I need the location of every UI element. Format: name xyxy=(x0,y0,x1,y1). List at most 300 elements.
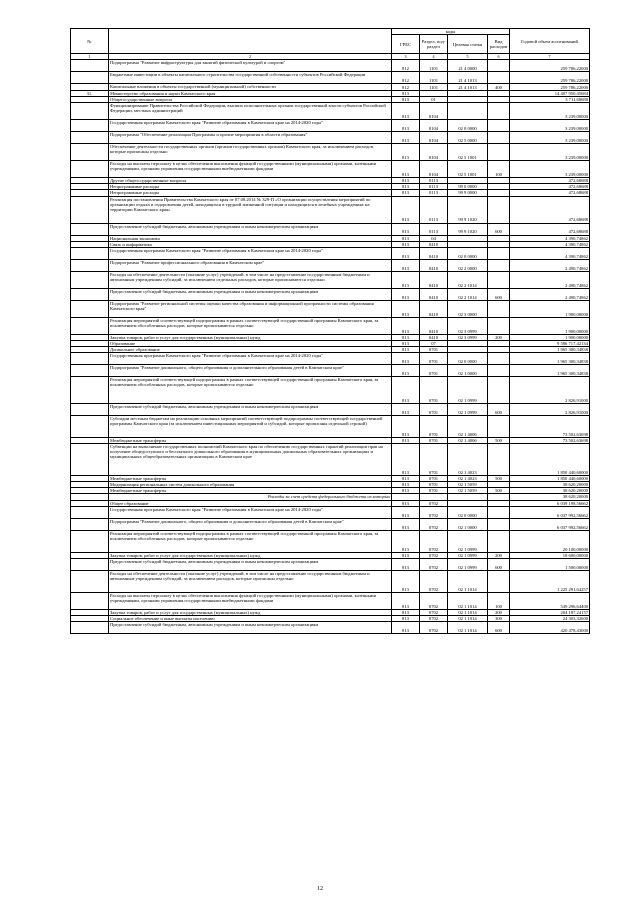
row-type: 600 xyxy=(488,558,510,570)
row-target: 02 5 0000 xyxy=(448,132,488,144)
row-target: 02 1 0999 xyxy=(448,552,488,558)
table-row xyxy=(71,300,590,317)
row-section: 0701 xyxy=(420,346,448,352)
row-number xyxy=(71,271,109,288)
row-type: 200 xyxy=(488,552,510,558)
row-grbs: 813 xyxy=(392,500,420,506)
row-target: 02 1 5059 xyxy=(448,482,488,488)
row-target: 21 4 1013 xyxy=(448,72,488,84)
row-amount: 2 826,91000 xyxy=(510,377,590,404)
table-row xyxy=(71,144,590,161)
row-grbs: 813 xyxy=(392,438,420,444)
row-name: Подпрограмма "Развитие дошкольного, общего образования и дополнительного образования детей в Камчатском крае" xyxy=(109,518,392,530)
row-amount: 38 620,20000 xyxy=(510,488,590,494)
row-amount: 204 187,24157 xyxy=(510,609,590,615)
table-row xyxy=(71,161,590,178)
row-name: Межбюджетные трансферты xyxy=(109,488,392,494)
row-section: 0701 xyxy=(420,438,448,444)
row-name: Непрограммные расходы xyxy=(109,184,392,190)
row-amount: 4 390,74862 xyxy=(510,235,590,241)
row-section: 0702 xyxy=(420,506,448,518)
row-type xyxy=(488,144,510,161)
row-number xyxy=(71,120,109,132)
row-grbs: 813 xyxy=(392,609,420,615)
row-name: Закупка товаров, работ и услуг для государственных (муниципальных) нужд xyxy=(109,552,392,558)
row-name: Расходы на обеспечение деятельности (оказание услуг) учреждений, в том числе на предоставление государственным бюджетным и автономным учреждениям субсидий, за исключением расходов, которые прописаны отдельно xyxy=(109,570,392,592)
table-row xyxy=(71,621,590,633)
table-row xyxy=(71,377,590,404)
budget-page xyxy=(70,28,589,634)
row-grbs: 813 xyxy=(392,300,420,317)
row-type: 600 xyxy=(488,288,510,300)
row-grbs: 813 xyxy=(392,178,420,184)
row-amount: 1 900,00000 xyxy=(510,317,590,334)
row-name: Непрограммные расходы xyxy=(109,190,392,196)
row-grbs: 813 xyxy=(392,570,420,592)
row-section: 0701 xyxy=(420,365,448,377)
row-amount: 472,68688 xyxy=(510,223,590,235)
row-section: 0113 xyxy=(420,178,448,184)
row-type: 200 xyxy=(488,609,510,615)
row-target: 02 1 1014 xyxy=(448,609,488,615)
row-type: 100 xyxy=(488,161,510,178)
row-amount: 4 390,74862 xyxy=(510,241,590,247)
row-number xyxy=(71,144,109,161)
row-number xyxy=(71,353,109,365)
row-amount: 73 502,63698 xyxy=(510,438,590,444)
row-section: 0104 xyxy=(420,144,448,161)
row-number xyxy=(71,161,109,178)
table-row xyxy=(71,518,590,530)
row-section: 0702 xyxy=(420,570,448,592)
table-row xyxy=(71,72,590,84)
row-section: 0701 xyxy=(420,404,448,416)
row-grbs: 813 xyxy=(392,196,420,223)
row-target: 02 1 4023 xyxy=(448,444,488,476)
row-amount: 6 037 992,56662 xyxy=(510,506,590,518)
row-name: Дошкольное образование xyxy=(109,346,392,352)
row-number xyxy=(71,247,109,259)
row-name: Предоставление субсидий бюджетным, автономным учреждениям и иным некоммерческим организациям xyxy=(109,288,392,300)
row-target: 21 4 1013 xyxy=(448,84,488,91)
row-amount: 14 407 950,45684 xyxy=(510,91,590,97)
row-target: 02 0 0000 xyxy=(448,506,488,518)
col-name-header xyxy=(109,29,392,54)
row-name: Функционирование Правительства Российской Федерации, высших исполнительных органов государственной власти субъектов Российской Федерации, местных администраций xyxy=(109,103,392,120)
row-grbs: 813 xyxy=(392,223,420,235)
table-row xyxy=(71,288,590,300)
row-number xyxy=(71,132,109,144)
table-row xyxy=(71,271,590,288)
table-row xyxy=(71,223,590,235)
row-target: 02 2 1014 xyxy=(448,271,488,288)
row-number xyxy=(71,365,109,377)
row-section: 0702 xyxy=(420,609,448,615)
row-type xyxy=(488,530,510,552)
row-number: 31. xyxy=(71,91,109,97)
table-row xyxy=(71,365,590,377)
table-row xyxy=(71,444,590,476)
table-row xyxy=(71,570,590,592)
row-name: Государственная программа Камчатского края "Развитие образования в Камчатском крае на 2014-2020 годы" xyxy=(109,120,392,132)
row-section: 07 xyxy=(420,340,448,346)
row-type xyxy=(488,506,510,518)
row-name: Государственная программа Камчатского края "Развитие образования в Камчатском крае на 2014-2020 годы" xyxy=(109,353,392,365)
row-grbs: 813 xyxy=(392,404,420,416)
row-name: Обеспечение деятельности государственных органов (органов государственных органов) Камчатского края, за исключением расходов, которые прописаны отдельно xyxy=(109,144,392,161)
row-name: Подпрограмма "Развитие региональной системы оценки качества образования и информационной прозрачности системы образования Камчатского края" xyxy=(109,300,392,317)
row-grbs: 813 xyxy=(392,353,420,365)
row-section: 0410 xyxy=(420,334,448,340)
table-row xyxy=(71,103,590,120)
row-section: 0701 xyxy=(420,353,448,365)
row-type: 500 xyxy=(488,438,510,444)
row-name: Предоставление субсидий бюджетным, автономным учреждениям и иным некоммерческим организациям xyxy=(109,558,392,570)
row-amount: 9 586 717,42134 xyxy=(510,340,590,346)
budget-rows xyxy=(71,60,590,634)
row-amount: 1 965 300,34838 xyxy=(510,346,590,352)
row-name: Субсидии местным бюджетам на реализацию основных мероприятий соответствующей подпрограммы соответствующей государственной программы Камчатского края (за исключением инвестиционных мероприятий и субсидий, которые прописаны отдельной строкой) xyxy=(109,416,392,438)
table-row xyxy=(71,353,590,365)
row-target: 02 1 0999 xyxy=(448,404,488,416)
row-type xyxy=(488,353,510,365)
row-grbs: 813 xyxy=(392,518,420,530)
row-grbs: 813 xyxy=(392,161,420,178)
row-type xyxy=(488,518,510,530)
row-type: 400 xyxy=(488,84,510,91)
row-target: 02 2 1014 xyxy=(448,288,488,300)
table-row xyxy=(71,530,590,552)
row-section: 0410 xyxy=(420,241,448,247)
row-section: 0113 xyxy=(420,190,448,196)
row-amount: 3 239,00000 xyxy=(510,120,590,132)
column-number: 3 xyxy=(392,54,420,60)
row-section: 0410 xyxy=(420,288,448,300)
row-name: Предоставление субсидий бюджетным, автономным учреждениям и иным некоммерческим организациям xyxy=(109,621,392,633)
row-number xyxy=(71,570,109,592)
row-section: 0702 xyxy=(420,558,448,570)
row-amount: 2 490,74862 xyxy=(510,271,590,288)
row-target: 02 3 0999 xyxy=(448,334,488,340)
row-target: 02 1 4006 xyxy=(448,416,488,438)
row-grbs: 813 xyxy=(392,334,420,340)
column-number: 5 xyxy=(448,54,488,60)
row-target: 02 5 1001 xyxy=(448,161,488,178)
row-type xyxy=(488,271,510,288)
row-name: Подпрограмма "Обеспечение реализации Программы и прочие мероприятия в области образования" xyxy=(109,132,392,144)
row-grbs: 813 xyxy=(392,558,420,570)
row-amount: 38 620,20000 xyxy=(510,482,590,488)
col-num-header: № xyxy=(71,29,109,54)
row-grbs: 813 xyxy=(392,592,420,609)
column-number: 7 xyxy=(510,54,590,60)
row-grbs: 812 xyxy=(392,72,420,84)
row-target: 02 1 0000 xyxy=(448,365,488,377)
row-target: 02 3 0000 xyxy=(448,300,488,317)
row-amount: 259 786,22000 xyxy=(510,60,590,72)
row-amount: 1 900,00000 xyxy=(510,300,590,317)
row-number xyxy=(71,259,109,271)
row-grbs: 812 xyxy=(392,60,420,72)
row-target: 02 1 4023 xyxy=(448,476,488,482)
row-section: 01 xyxy=(420,97,448,103)
row-amount: 420 478,43000 xyxy=(510,621,590,633)
row-grbs: 813 xyxy=(392,488,420,494)
row-section: 0702 xyxy=(420,552,448,558)
row-section: 0702 xyxy=(420,500,448,506)
row-grbs: 813 xyxy=(392,271,420,288)
row-section: 1101 xyxy=(420,60,448,72)
row-target: 02 1 0000 xyxy=(448,518,488,530)
row-target: 02 1 4006 xyxy=(448,438,488,444)
row-number xyxy=(71,416,109,438)
row-target: 02 5 1001 xyxy=(448,144,488,161)
col-grbs-header: ГРБС xyxy=(392,35,420,54)
row-section: 0701 xyxy=(420,476,448,482)
row-target: 02 1 1014 xyxy=(448,570,488,592)
row-section: 0113 xyxy=(420,184,448,190)
row-section: 0104 xyxy=(420,161,448,178)
row-number xyxy=(71,60,109,72)
row-target: 99 0 0000 xyxy=(448,184,488,190)
row-number xyxy=(71,196,109,223)
row-name: Предоставление субсидий бюджетным, автономным учреждениям и иным некоммерческим организациям xyxy=(109,223,392,235)
table-row xyxy=(71,196,590,223)
row-section: 0113 xyxy=(420,196,448,223)
row-section: 0410 xyxy=(420,300,448,317)
row-name: Реализация мероприятий соответствующей подпрограммы в рамках соответствующей государственной программы Камчатского края, за исключением обособленных расходов, которые прописываются отдельно xyxy=(109,377,392,404)
row-section: 0410 xyxy=(420,259,448,271)
row-type: 500 xyxy=(488,476,510,482)
row-grbs: 812 xyxy=(392,84,420,91)
row-grbs: 813 xyxy=(392,235,420,241)
table-row xyxy=(71,592,590,609)
row-number xyxy=(71,84,109,91)
row-section: 0702 xyxy=(420,530,448,552)
row-type xyxy=(488,570,510,592)
row-grbs: 813 xyxy=(392,444,420,476)
row-section: 04 xyxy=(420,235,448,241)
row-number xyxy=(71,223,109,235)
row-name: Закупка товаров, работ и услуг для государственных (муниципальных) нужд xyxy=(109,334,392,340)
row-type xyxy=(488,377,510,404)
row-grbs: 813 xyxy=(392,377,420,404)
col-amount-header: Годовой объем ассигнований xyxy=(510,29,590,54)
row-type: 100 xyxy=(488,592,510,609)
row-amount: 3 239,00000 xyxy=(510,103,590,120)
row-target: 02 1 0999 xyxy=(448,377,488,404)
row-number xyxy=(71,592,109,609)
column-number: 6 xyxy=(488,54,510,60)
table-row xyxy=(71,247,590,259)
row-number xyxy=(71,377,109,404)
row-amount: 549 296,64400 xyxy=(510,592,590,609)
row-name: Расходы на обеспечение деятельности (оказание услуг) учреждений, в том числе на предоставление государственным бюджетным и автономным учреждениям субсидий, за исключением отдельных расходов, которые прописываются отдельно xyxy=(109,271,392,288)
table-row xyxy=(71,84,590,91)
row-section: 0104 xyxy=(420,120,448,132)
row-section: 0701 xyxy=(420,482,448,488)
row-amount: 24 303,32600 xyxy=(510,615,590,621)
row-number xyxy=(71,530,109,552)
row-grbs: 813 xyxy=(392,120,420,132)
row-section: 0104 xyxy=(420,103,448,120)
row-amount: 472,68688 xyxy=(510,196,590,223)
row-section: 0702 xyxy=(420,592,448,609)
page-number: 12 xyxy=(317,886,323,892)
table-row xyxy=(71,317,590,334)
row-grbs: 813 xyxy=(392,288,420,300)
row-type: 500 xyxy=(488,488,510,494)
row-name: Образование xyxy=(109,340,392,346)
row-grbs: 813 xyxy=(392,91,420,97)
row-amount: 1 850 440,60000 xyxy=(510,444,590,476)
row-grbs: 813 xyxy=(392,416,420,438)
row-amount: 472,68688 xyxy=(510,190,590,196)
row-name: Государственная программа Камчатского края "Развитие образования в Камчатском крае на 2014-2020 годы" xyxy=(109,247,392,259)
row-type: 300 xyxy=(488,615,510,621)
row-amount: 259 786,22000 xyxy=(510,72,590,84)
row-grbs: 813 xyxy=(392,184,420,190)
row-amount: 1 965 300,34838 xyxy=(510,353,590,365)
row-name: Закупка товаров, работ и услуг для государственных (муниципальных) нужд xyxy=(109,609,392,615)
row-amount: 1 225 291,64257 xyxy=(510,570,590,592)
row-target xyxy=(448,103,488,120)
row-name: Капитальные вложения в объекты государственной (муниципальной) собственности xyxy=(109,84,392,91)
table-row xyxy=(71,120,590,132)
row-amount: 38 620,20000 xyxy=(510,494,590,500)
row-amount: 1 965 300,34838 xyxy=(510,365,590,377)
row-name: Министерство образования и науки Камчатского края xyxy=(109,91,392,97)
row-section: 0410 xyxy=(420,247,448,259)
row-grbs: 813 xyxy=(392,621,420,633)
row-name: Социальное обеспечение и иные выплаты населению xyxy=(109,615,392,621)
row-grbs: 813 xyxy=(392,247,420,259)
row-type: 600 xyxy=(488,404,510,416)
row-grbs: 813 xyxy=(392,506,420,518)
row-target: 02 1 0999 xyxy=(448,530,488,552)
row-target: 02 2 0000 xyxy=(448,259,488,271)
row-grbs: 813 xyxy=(392,241,420,247)
row-name: Предоставление субсидий бюджетным, автономным учреждениям и иным некоммерческим организациям xyxy=(109,404,392,416)
row-number xyxy=(71,72,109,84)
row-type xyxy=(488,103,510,120)
row-name: Расходы на выплаты персоналу в целях обеспечения выполнения функций государственными (муниципальными) органами, казенными учреждениями, органами управления государственными внебюджетными фондами xyxy=(109,592,392,609)
row-amount: 18 600,00000 xyxy=(510,552,590,558)
row-amount: 3 239,00000 xyxy=(510,161,590,178)
row-section: 0410 xyxy=(420,271,448,288)
row-grbs: 813 xyxy=(392,552,420,558)
row-type xyxy=(488,72,510,84)
row-amount: 20 100,00000 xyxy=(510,530,590,552)
column-number: 4 xyxy=(420,54,448,60)
row-name: Межбюджетные трансферты xyxy=(109,476,392,482)
row-amount: 1 500,00000 xyxy=(510,558,590,570)
row-number xyxy=(71,506,109,518)
row-name: Национальная экономика xyxy=(109,235,392,241)
row-section: 0701 xyxy=(420,444,448,476)
row-amount: 259 786,22000 xyxy=(510,84,590,91)
row-amount: 2 490,74862 xyxy=(510,288,590,300)
row-target: 99 9 1020 xyxy=(448,196,488,223)
row-target: 02 1 5059 xyxy=(448,488,488,494)
row-type xyxy=(488,120,510,132)
row-name: Другие общегосударственные вопросы xyxy=(109,178,392,184)
table-row xyxy=(71,506,590,518)
row-type xyxy=(488,259,510,271)
column-number: 1 xyxy=(71,54,109,60)
row-grbs: 813 xyxy=(392,482,420,488)
col-type-header: Вид расходов xyxy=(488,35,510,54)
row-grbs: 813 xyxy=(392,530,420,552)
row-section: 0410 xyxy=(420,317,448,334)
row-amount: 1 850 440,60000 xyxy=(510,476,590,482)
row-type xyxy=(488,60,510,72)
row-type: 600 xyxy=(488,223,510,235)
table-row xyxy=(71,132,590,144)
budget-table xyxy=(70,28,590,634)
row-type: 600 xyxy=(488,621,510,633)
table-row xyxy=(71,259,590,271)
row-type: 200 xyxy=(488,334,510,340)
row-section: 0702 xyxy=(420,518,448,530)
row-number xyxy=(71,300,109,317)
row-amount: 3 239,00000 xyxy=(510,144,590,161)
row-amount: 6 037 992,56662 xyxy=(510,518,590,530)
col-section-header: Раздел, под-раздел xyxy=(420,35,448,54)
row-section: 0701 xyxy=(420,488,448,494)
row-amount: 4 390,74862 xyxy=(510,247,590,259)
row-grbs: 813 xyxy=(392,132,420,144)
table-row xyxy=(71,60,590,72)
row-type xyxy=(488,247,510,259)
row-grbs: 813 xyxy=(392,144,420,161)
row-target: 99 9 1020 xyxy=(448,223,488,235)
row-amount: 2 826,91000 xyxy=(510,404,590,416)
row-amount: 2 490,74862 xyxy=(510,259,590,271)
row-section: 0104 xyxy=(420,132,448,144)
row-section: 0701 xyxy=(420,416,448,438)
row-target: 02 1 1014 xyxy=(448,592,488,609)
row-amount: 3 711,68688 xyxy=(510,97,590,103)
row-name: Подпрограмма "Развитие дошкольного, общего образования и дополнительного образования детей в Камчатском крае" xyxy=(109,365,392,377)
row-name: Общегосударственные вопросы xyxy=(109,97,392,103)
row-section: 0113 xyxy=(420,223,448,235)
row-type xyxy=(488,416,510,438)
row-number xyxy=(71,103,109,120)
row-name: Подпрограмма "Развитие профессионального образования в Камчатском крае" xyxy=(109,259,392,271)
row-grbs: 813 xyxy=(392,259,420,271)
row-target: 02 3 0999 xyxy=(448,317,488,334)
row-grbs: 813 xyxy=(392,103,420,120)
row-name: Субвенции на выполнение государственных полномочий Камчатского края по обеспечению государственных гарантий реализации прав на получение общедоступного и бесплатного дошкольного образования в муниципальных дошкольных образовательных организациях и муниципальных общеобразовательных организациях в Камчатском крае xyxy=(109,444,392,476)
row-section: 1101 xyxy=(420,84,448,91)
row-amount: 6 039 198,56662 xyxy=(510,500,590,506)
row-section: 0702 xyxy=(420,621,448,633)
row-target: 99 9 0000 xyxy=(448,190,488,196)
row-number xyxy=(71,444,109,476)
row-amount: 472,68688 xyxy=(510,178,590,184)
table-row xyxy=(71,558,590,570)
row-target: 02 1 1014 xyxy=(448,615,488,621)
row-name: Реализация мероприятий соответствующей подпрограммы в рамках соответствующей государственной программы Камчатского края, за исключением обособленных расходов, которые прописываются отдельно xyxy=(109,317,392,334)
row-name: Межбюджетные трансферты xyxy=(109,438,392,444)
row-target: 02 0 0000 xyxy=(448,353,488,365)
table-row xyxy=(71,404,590,416)
row-name: Связь и информатика xyxy=(109,241,392,247)
row-type xyxy=(488,196,510,223)
row-type xyxy=(488,132,510,144)
table-row xyxy=(71,416,590,438)
